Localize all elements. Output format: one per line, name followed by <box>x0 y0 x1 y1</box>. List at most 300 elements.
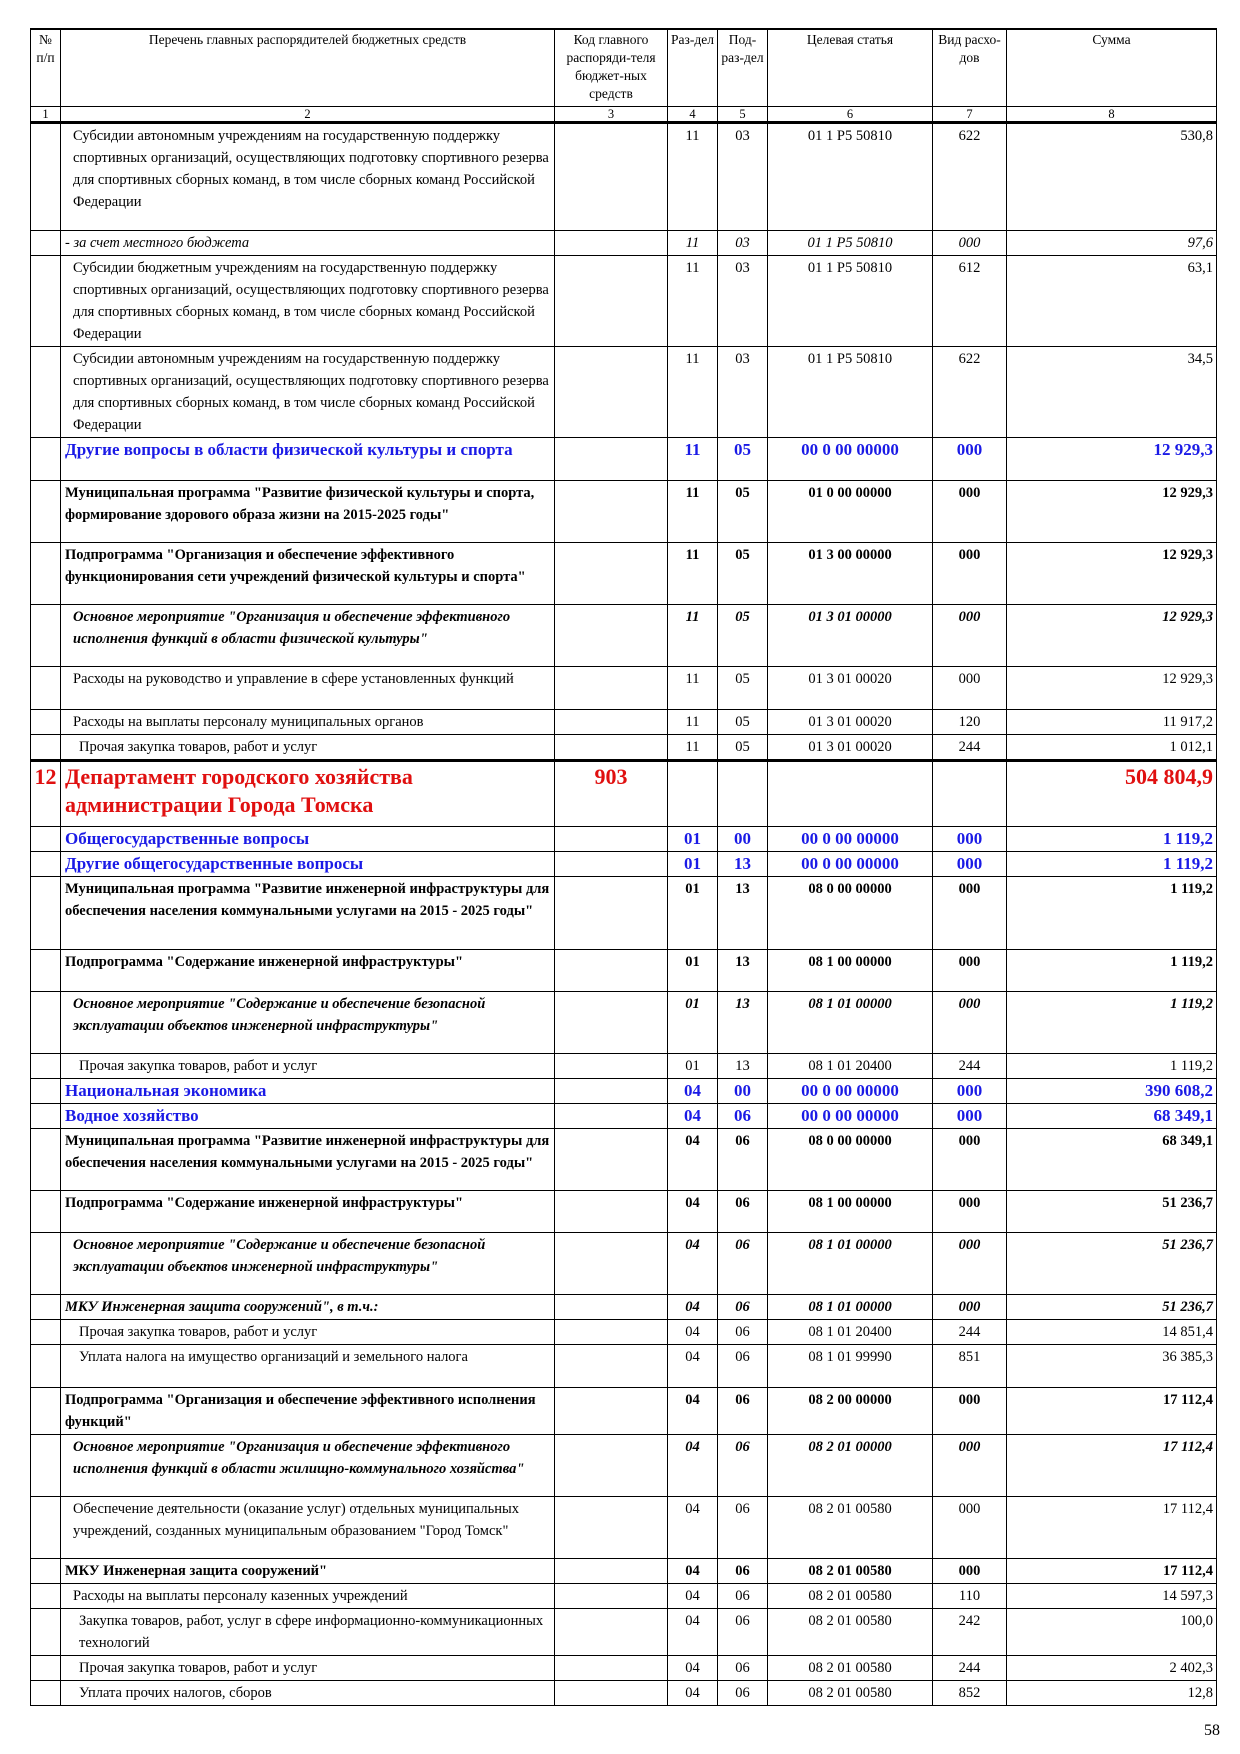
row-target-article: 00 0 00 00000 <box>768 1104 933 1129</box>
row-sum: 68 349,1 <box>1007 1129 1217 1191</box>
table-row <box>31 1609 1217 1656</box>
row-number <box>31 1129 61 1191</box>
row-expense-type: 000 <box>933 481 1007 543</box>
row-sum: 12 929,3 <box>1007 667 1217 710</box>
row-number <box>31 1104 61 1129</box>
row-sum: 11 917,2 <box>1007 710 1217 735</box>
row-podrazdel: 05 <box>718 735 768 761</box>
row-sum: 530,8 <box>1007 123 1217 231</box>
row-name: Прочая закупка товаров, работ и услуг <box>61 1054 555 1079</box>
row-code <box>555 827 668 852</box>
row-razdel: 11 <box>668 667 718 710</box>
row-target-article: 01 1 Р5 50810 <box>768 123 933 231</box>
row-name: Обеспечение деятельности (оказание услуг) отдельных муниципальных учреждений, созданных муниципальным образованием "Город Томск" <box>61 1497 555 1559</box>
row-code <box>555 1584 668 1609</box>
row-code <box>555 1233 668 1295</box>
row-sum: 63,1 <box>1007 256 1217 347</box>
row-name: Уплата налога на имущество организаций и земельного налога <box>61 1345 555 1388</box>
row-sum: 12 929,3 <box>1007 438 1217 481</box>
column-number-row <box>31 107 1217 123</box>
row-code <box>555 877 668 950</box>
row-name: Основное мероприятие "Организация и обеспечение эффективного исполнения функций в области физической культуры" <box>61 605 555 667</box>
row-sum: 1 119,2 <box>1007 852 1217 877</box>
table-row <box>31 1233 1217 1295</box>
table-row <box>31 1559 1217 1584</box>
row-razdel: 04 <box>668 1497 718 1559</box>
table-row <box>31 1681 1217 1706</box>
row-name: МКУ Инженерная защита сооружений", в т.ч.: <box>61 1295 555 1320</box>
header-podrazdel: Под-раз-дел <box>718 29 768 107</box>
table-row <box>31 1191 1217 1233</box>
table-row <box>31 1584 1217 1609</box>
row-sum: 504 804,9 <box>1007 761 1217 827</box>
row-target-article: 08 2 01 00580 <box>768 1584 933 1609</box>
row-podrazdel: 06 <box>718 1320 768 1345</box>
row-name: Уплата прочих налогов, сборов <box>61 1681 555 1706</box>
row-code <box>555 992 668 1054</box>
row-number <box>31 1435 61 1497</box>
row-podrazdel: 13 <box>718 950 768 992</box>
row-podrazdel: 06 <box>718 1681 768 1706</box>
row-sum: 51 236,7 <box>1007 1191 1217 1233</box>
row-sum: 14 597,3 <box>1007 1584 1217 1609</box>
row-podrazdel: 13 <box>718 852 768 877</box>
row-expense-type: 000 <box>933 1191 1007 1233</box>
table-row <box>31 605 1217 667</box>
row-name: МКУ Инженерная защита сооружений" <box>61 1559 555 1584</box>
row-number <box>31 1609 61 1656</box>
row-number <box>31 1681 61 1706</box>
row-number <box>31 438 61 481</box>
row-code <box>555 438 668 481</box>
row-expense-type: 120 <box>933 710 1007 735</box>
row-podrazdel: 06 <box>718 1295 768 1320</box>
column-number: 6 <box>768 107 933 123</box>
row-name: Основное мероприятие "Содержание и обеспечение безопасной эксплуатации объектов инженерной инфраструктуры" <box>61 1233 555 1295</box>
row-target-article: 01 0 00 00000 <box>768 481 933 543</box>
row-target-article: 08 1 01 20400 <box>768 1054 933 1079</box>
row-number <box>31 1233 61 1295</box>
row-code <box>555 1320 668 1345</box>
row-name: Расходы на руководство и управление в сфере установленных функций <box>61 667 555 710</box>
row-name: Основное мероприятие "Организация и обеспечение эффективного исполнения функций в области жилищно-коммунального хозяйства" <box>61 1435 555 1497</box>
row-code <box>555 950 668 992</box>
row-podrazdel: 05 <box>718 438 768 481</box>
row-expense-type: 000 <box>933 1388 1007 1435</box>
row-podrazdel: 00 <box>718 827 768 852</box>
row-code <box>555 667 668 710</box>
row-code <box>555 605 668 667</box>
row-expense-type: 000 <box>933 543 1007 605</box>
row-expense-type: 244 <box>933 1054 1007 1079</box>
row-expense-type: 000 <box>933 1295 1007 1320</box>
table-row <box>31 992 1217 1054</box>
row-target-article: 08 2 01 00580 <box>768 1497 933 1559</box>
row-podrazdel: 03 <box>718 347 768 438</box>
row-number <box>31 1320 61 1345</box>
row-razdel: 04 <box>668 1388 718 1435</box>
header-code: Код главного распоряди-теля бюджет-ных средств <box>555 29 668 107</box>
row-podrazdel: 06 <box>718 1345 768 1388</box>
row-expense-type: 000 <box>933 1435 1007 1497</box>
row-code <box>555 347 668 438</box>
row-sum: 34,5 <box>1007 347 1217 438</box>
row-razdel: 11 <box>668 438 718 481</box>
header-razdel: Раз-дел <box>668 29 718 107</box>
row-expense-type: 000 <box>933 1104 1007 1129</box>
row-sum: 97,6 <box>1007 231 1217 256</box>
row-sum: 1 119,2 <box>1007 1054 1217 1079</box>
row-sum: 14 851,4 <box>1007 1320 1217 1345</box>
row-podrazdel: 06 <box>718 1497 768 1559</box>
row-podrazdel: 06 <box>718 1388 768 1435</box>
row-code <box>555 1295 668 1320</box>
row-razdel: 11 <box>668 543 718 605</box>
row-target-article: 01 1 Р5 50810 <box>768 347 933 438</box>
page-number: 58 <box>1204 1722 1220 1739</box>
row-name: Основное мероприятие "Содержание и обеспечение безопасной эксплуатации объектов инженерной инфраструктуры" <box>61 992 555 1054</box>
row-code <box>555 1079 668 1104</box>
table-row <box>31 481 1217 543</box>
row-expense-type: 852 <box>933 1681 1007 1706</box>
row-name: Расходы на выплаты персоналу муниципальных органов <box>61 710 555 735</box>
row-razdel: 01 <box>668 877 718 950</box>
column-number: 8 <box>1007 107 1217 123</box>
row-number <box>31 852 61 877</box>
table-row <box>31 735 1217 761</box>
row-name: Закупка товаров, работ, услуг в сфере информационно-коммуникационных технологий <box>61 1609 555 1656</box>
table-row <box>31 1435 1217 1497</box>
row-expense-type: 622 <box>933 347 1007 438</box>
row-razdel <box>668 761 718 827</box>
row-target-article: 01 1 Р5 50810 <box>768 256 933 347</box>
column-number: 2 <box>61 107 555 123</box>
row-podrazdel: 06 <box>718 1559 768 1584</box>
row-expense-type: 242 <box>933 1609 1007 1656</box>
table-body <box>31 123 1217 1706</box>
row-expense-type: 244 <box>933 1656 1007 1681</box>
row-name: Общегосударственные вопросы <box>61 827 555 852</box>
row-number <box>31 347 61 438</box>
row-podrazdel: 00 <box>718 1079 768 1104</box>
row-podrazdel: 05 <box>718 605 768 667</box>
row-podrazdel: 05 <box>718 667 768 710</box>
row-sum: 1 119,2 <box>1007 827 1217 852</box>
row-sum: 17 112,4 <box>1007 1559 1217 1584</box>
row-number <box>31 256 61 347</box>
row-razdel: 04 <box>668 1079 718 1104</box>
table-row <box>31 1104 1217 1129</box>
row-razdel: 04 <box>668 1345 718 1388</box>
row-razdel: 04 <box>668 1584 718 1609</box>
row-podrazdel: 13 <box>718 1054 768 1079</box>
row-code <box>555 1104 668 1129</box>
row-sum: 17 112,4 <box>1007 1497 1217 1559</box>
row-expense-type <box>933 761 1007 827</box>
row-expense-type: 851 <box>933 1345 1007 1388</box>
table-row <box>31 852 1217 877</box>
row-name: Прочая закупка товаров, работ и услуг <box>61 735 555 761</box>
row-code <box>555 1345 668 1388</box>
row-number: 12 <box>31 761 61 827</box>
row-razdel: 11 <box>668 735 718 761</box>
row-razdel: 11 <box>668 481 718 543</box>
column-number: 7 <box>933 107 1007 123</box>
row-expense-type: 000 <box>933 667 1007 710</box>
header-row <box>31 29 1217 107</box>
row-name: Расходы на выплаты персоналу казенных учреждений <box>61 1584 555 1609</box>
row-code <box>555 1497 668 1559</box>
row-number <box>31 827 61 852</box>
row-razdel: 04 <box>668 1609 718 1656</box>
row-code <box>555 1656 668 1681</box>
row-target-article: 08 1 01 00000 <box>768 992 933 1054</box>
row-razdel: 04 <box>668 1559 718 1584</box>
row-name: Подпрограмма "Содержание инженерной инфраструктуры" <box>61 1191 555 1233</box>
row-razdel: 01 <box>668 992 718 1054</box>
table-row <box>31 1388 1217 1435</box>
row-name: Субсидии автономным учреждениям на государственную поддержку спортивных организаций, осуществляющих подготовку спортивного резерва для спортивных сборных команд, в том числе сборных команд Российской Федерации <box>61 347 555 438</box>
row-podrazdel: 06 <box>718 1656 768 1681</box>
row-expense-type: 622 <box>933 123 1007 231</box>
row-razdel: 01 <box>668 950 718 992</box>
row-sum: 1 012,1 <box>1007 735 1217 761</box>
row-number <box>31 1584 61 1609</box>
row-name: Подпрограмма "Содержание инженерной инфраструктуры" <box>61 950 555 992</box>
table-row <box>31 761 1217 827</box>
row-expense-type: 000 <box>933 231 1007 256</box>
row-razdel: 04 <box>668 1435 718 1497</box>
row-podrazdel: 05 <box>718 710 768 735</box>
row-target-article: 08 2 01 00580 <box>768 1559 933 1584</box>
row-code <box>555 256 668 347</box>
row-expense-type: 000 <box>933 1233 1007 1295</box>
row-sum: 51 236,7 <box>1007 1233 1217 1295</box>
row-razdel: 11 <box>668 710 718 735</box>
row-target-article: 08 2 00 00000 <box>768 1388 933 1435</box>
row-razdel: 01 <box>668 827 718 852</box>
row-target-article: 08 1 01 99990 <box>768 1345 933 1388</box>
row-target-article: 08 1 00 00000 <box>768 950 933 992</box>
row-number <box>31 992 61 1054</box>
row-name: Муниципальная программа "Развитие инженерной инфраструктуры для обеспечения населения коммунальными услугами на 2015 - 2025 годы" <box>61 877 555 950</box>
row-podrazdel: 03 <box>718 123 768 231</box>
row-target-article: 08 1 01 00000 <box>768 1233 933 1295</box>
row-number <box>31 1345 61 1388</box>
row-number <box>31 710 61 735</box>
row-target-article: 01 1 Р5 50810 <box>768 231 933 256</box>
row-number <box>31 231 61 256</box>
row-code <box>555 231 668 256</box>
row-code <box>555 1681 668 1706</box>
table-row <box>31 827 1217 852</box>
row-podrazdel: 06 <box>718 1435 768 1497</box>
row-target-article: 00 0 00 00000 <box>768 438 933 481</box>
table-row <box>31 667 1217 710</box>
row-expense-type: 612 <box>933 256 1007 347</box>
row-name: Субсидии автономным учреждениям на государственную поддержку спортивных организаций, осуществляющих подготовку спортивного резерва для спортивных сборных команд, в том числе сборных команд Российской Федерации <box>61 123 555 231</box>
row-podrazdel: 06 <box>718 1584 768 1609</box>
row-sum: 12 929,3 <box>1007 481 1217 543</box>
row-name: Департамент городского хозяйства администрации Города Томска <box>61 761 555 827</box>
row-target-article: 08 0 00 00000 <box>768 877 933 950</box>
column-number: 4 <box>668 107 718 123</box>
row-target-article: 08 2 01 00580 <box>768 1681 933 1706</box>
row-name: Подпрограмма "Организация и обеспечение эффективного функционирования сети учреждений физической культуры и спорта" <box>61 543 555 605</box>
row-name: - за счет местного бюджета <box>61 231 555 256</box>
row-name: Прочая закупка товаров, работ и услуг <box>61 1656 555 1681</box>
row-podrazdel <box>718 761 768 827</box>
header-target: Целевая статья <box>768 29 933 107</box>
row-podrazdel: 03 <box>718 256 768 347</box>
row-expense-type: 000 <box>933 1497 1007 1559</box>
table-row <box>31 950 1217 992</box>
row-razdel: 04 <box>668 1681 718 1706</box>
row-sum: 36 385,3 <box>1007 1345 1217 1388</box>
row-number <box>31 481 61 543</box>
row-code <box>555 123 668 231</box>
row-razdel: 11 <box>668 256 718 347</box>
row-expense-type: 244 <box>933 1320 1007 1345</box>
row-number <box>31 543 61 605</box>
row-target-article <box>768 761 933 827</box>
header-type: Вид расхо-дов <box>933 29 1007 107</box>
row-podrazdel: 05 <box>718 543 768 605</box>
row-podrazdel: 03 <box>718 231 768 256</box>
row-name: Другие общегосударственные вопросы <box>61 852 555 877</box>
row-podrazdel: 13 <box>718 877 768 950</box>
row-razdel: 04 <box>668 1233 718 1295</box>
row-name: Подпрограмма "Организация и обеспечение эффективного исполнения функций" <box>61 1388 555 1435</box>
row-expense-type: 000 <box>933 992 1007 1054</box>
row-number <box>31 877 61 950</box>
row-target-article: 08 1 00 00000 <box>768 1191 933 1233</box>
table-row <box>31 877 1217 950</box>
row-expense-type: 244 <box>933 735 1007 761</box>
row-code: 903 <box>555 761 668 827</box>
row-name: Прочая закупка товаров, работ и услуг <box>61 1320 555 1345</box>
header-name: Перечень главных распорядителей бюджетных средств <box>61 29 555 107</box>
row-number <box>31 1295 61 1320</box>
table-row <box>31 1079 1217 1104</box>
row-number <box>31 1656 61 1681</box>
row-code <box>555 735 668 761</box>
table-row <box>31 1320 1217 1345</box>
row-number <box>31 1559 61 1584</box>
row-name: Субсидии бюджетным учреждениям на государственную поддержку спортивных организаций, осуществляющих подготовку спортивного резерва для спортивных сборных команд, в том числе сборных команд Российской Федерации <box>61 256 555 347</box>
row-sum: 12,8 <box>1007 1681 1217 1706</box>
row-code <box>555 1559 668 1584</box>
row-podrazdel: 06 <box>718 1129 768 1191</box>
row-sum: 2 402,3 <box>1007 1656 1217 1681</box>
row-target-article: 08 2 01 00580 <box>768 1656 933 1681</box>
row-code <box>555 1388 668 1435</box>
row-sum: 68 349,1 <box>1007 1104 1217 1129</box>
row-target-article: 00 0 00 00000 <box>768 827 933 852</box>
row-number <box>31 123 61 231</box>
row-target-article: 08 2 01 00580 <box>768 1609 933 1656</box>
column-number: 5 <box>718 107 768 123</box>
budget-table <box>30 28 1217 1706</box>
row-expense-type: 110 <box>933 1584 1007 1609</box>
row-expense-type: 000 <box>933 852 1007 877</box>
row-expense-type: 000 <box>933 1559 1007 1584</box>
table-row <box>31 256 1217 347</box>
row-name: Муниципальная программа "Развитие инженерной инфраструктуры для обеспечения населения коммунальными услугами на 2015 - 2025 годы" <box>61 1129 555 1191</box>
row-podrazdel: 06 <box>718 1233 768 1295</box>
row-sum: 1 119,2 <box>1007 950 1217 992</box>
row-sum: 12 929,3 <box>1007 605 1217 667</box>
row-razdel: 04 <box>668 1104 718 1129</box>
table-row <box>31 123 1217 231</box>
row-expense-type: 000 <box>933 950 1007 992</box>
header-num: № п/п <box>31 29 61 107</box>
row-expense-type: 000 <box>933 438 1007 481</box>
row-razdel: 01 <box>668 1054 718 1079</box>
row-code <box>555 543 668 605</box>
row-razdel: 04 <box>668 1320 718 1345</box>
row-razdel: 01 <box>668 852 718 877</box>
table-row <box>31 1295 1217 1320</box>
row-sum: 1 119,2 <box>1007 992 1217 1054</box>
column-number: 1 <box>31 107 61 123</box>
row-sum: 17 112,4 <box>1007 1435 1217 1497</box>
row-target-article: 01 3 01 00020 <box>768 735 933 761</box>
row-sum: 100,0 <box>1007 1609 1217 1656</box>
column-number: 3 <box>555 107 668 123</box>
row-code <box>555 1609 668 1656</box>
row-code <box>555 1129 668 1191</box>
row-sum: 17 112,4 <box>1007 1388 1217 1435</box>
row-number <box>31 1497 61 1559</box>
row-code <box>555 852 668 877</box>
row-number <box>31 1388 61 1435</box>
row-expense-type: 000 <box>933 1129 1007 1191</box>
row-target-article: 00 0 00 00000 <box>768 1079 933 1104</box>
table-row <box>31 1345 1217 1388</box>
table-row <box>31 1497 1217 1559</box>
row-podrazdel: 05 <box>718 481 768 543</box>
row-sum: 390 608,2 <box>1007 1079 1217 1104</box>
row-podrazdel: 06 <box>718 1609 768 1656</box>
row-target-article: 08 1 01 20400 <box>768 1320 933 1345</box>
row-number <box>31 950 61 992</box>
row-number <box>31 1079 61 1104</box>
row-name: Муниципальная программа "Развитие физической культуры и спорта, формирование здорового образа жизни на 2015-2025 годы" <box>61 481 555 543</box>
row-target-article: 01 3 01 00020 <box>768 710 933 735</box>
table-row <box>31 347 1217 438</box>
row-number <box>31 735 61 761</box>
row-target-article: 01 3 01 00020 <box>768 667 933 710</box>
row-number <box>31 605 61 667</box>
row-sum: 12 929,3 <box>1007 543 1217 605</box>
header-sum: Сумма <box>1007 29 1217 107</box>
row-expense-type: 000 <box>933 605 1007 667</box>
row-razdel: 11 <box>668 347 718 438</box>
row-code <box>555 1435 668 1497</box>
row-expense-type: 000 <box>933 877 1007 950</box>
table-row <box>31 1656 1217 1681</box>
row-expense-type: 000 <box>933 827 1007 852</box>
row-razdel: 04 <box>668 1129 718 1191</box>
row-code <box>555 710 668 735</box>
row-sum: 51 236,7 <box>1007 1295 1217 1320</box>
row-target-article: 08 1 01 00000 <box>768 1295 933 1320</box>
row-razdel: 04 <box>668 1191 718 1233</box>
row-razdel: 11 <box>668 605 718 667</box>
row-razdel: 11 <box>668 231 718 256</box>
row-razdel: 04 <box>668 1295 718 1320</box>
